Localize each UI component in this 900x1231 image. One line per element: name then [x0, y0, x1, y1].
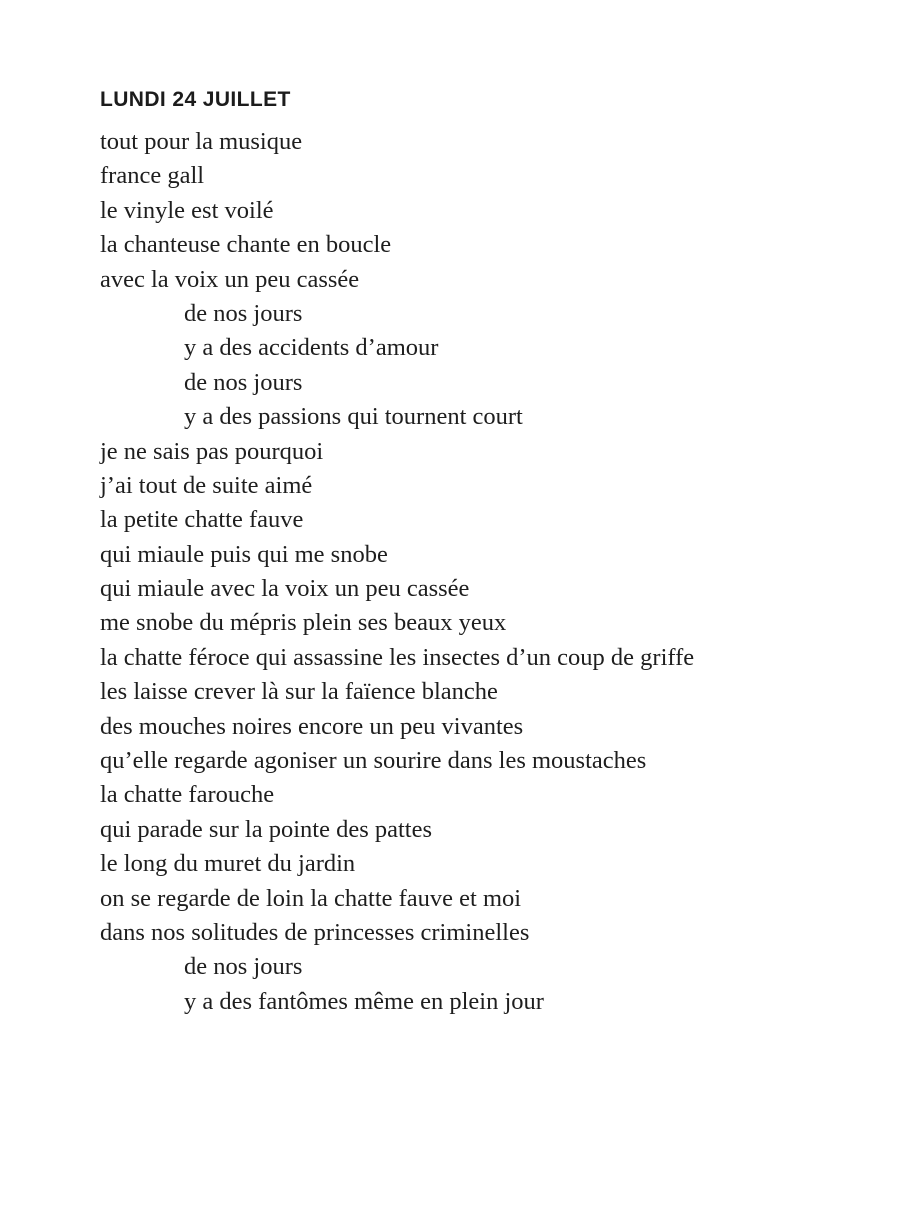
poem-line: france gall	[100, 162, 205, 190]
poem-line: la petite chatte fauve	[100, 506, 304, 534]
poem-line: qu’elle regarde agoniser un sourire dans les moustaches	[100, 747, 647, 775]
poem-line: qui miaule puis qui me snobe	[100, 540, 388, 568]
poem-line: la chanteuse chante en boucle	[100, 231, 392, 259]
refrain-line: de nos jours	[184, 299, 303, 327]
poem-line: tout pour la musique	[100, 128, 303, 155]
refrain-line: de nos jours	[184, 953, 303, 981]
poem-line: la chatte féroce qui assassine les insectes d’un coup de griffe	[100, 643, 695, 671]
poem-line: on se regarde de loin la chatte fauve et moi	[100, 884, 522, 912]
poem-line: le vinyle est voilé	[100, 196, 274, 224]
poem-line: avec la voix un peu cassée	[100, 265, 360, 293]
poem-line: les laisse crever là sur la faïence blanche	[100, 678, 498, 706]
poem-line: qui miaule avec la voix un peu cassée	[100, 575, 470, 603]
poem-line: me snobe du mépris plein ses beaux yeux	[100, 609, 507, 637]
poem-line: la chatte farouche	[100, 781, 275, 809]
poem-line: des mouches noires encore un peu vivantes	[100, 712, 524, 740]
poem-line: dans nos solitudes de princesses criminelles	[100, 918, 530, 946]
poem-line: j’ai tout de suite aimé	[100, 471, 313, 499]
refrain-line: de nos jours	[184, 368, 303, 396]
refrain-line: y a des fantômes même en plein jour	[184, 987, 544, 1015]
poem-line: je ne sais pas pourquoi	[100, 437, 324, 465]
poem-line: qui parade sur la pointe des pattes	[100, 815, 433, 843]
poem-line: le long du muret du jardin	[100, 850, 356, 878]
refrain-line: y a des passions qui tournent court	[184, 403, 523, 431]
poem-body	[100, 125, 880, 1019]
date-heading: LUNDI 24 JUILLET	[100, 88, 291, 111]
refrain-line: y a des accidents d’amour	[184, 334, 439, 362]
